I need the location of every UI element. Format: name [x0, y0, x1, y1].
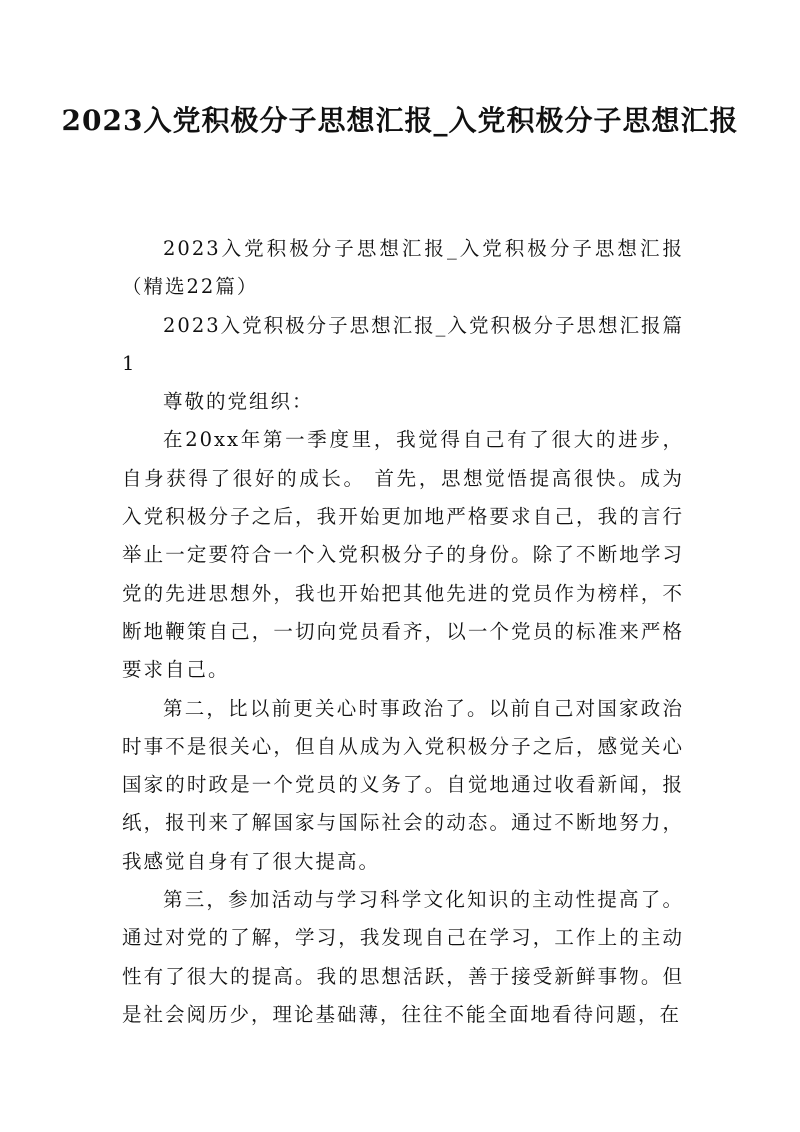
salutation: 尊敬的党组织：	[163, 390, 314, 414]
document-title: 2023入党积极分子思想汇报_入党积极分子思想汇报	[61, 104, 739, 137]
intro-paragraph: 2023入党积极分子思想汇报_入党积极分子思想汇报（精选22篇）	[122, 237, 684, 299]
section-heading: 2023入党积极分子思想汇报_入党积极分子思想汇报篇1	[122, 313, 684, 375]
body-paragraph: 在20xx年第一季度里，我觉得自己有了很大的进步，自身获得了很好的成长。 首先，思想觉悟提高很快。成为入党积极分子之后，我开始更加地严格要求自己，我的言行举止一定要符合一个入党积极分子的身份。除了不断地学习党的先进思想外，我也开始把其他先进的党员作为榜样，不断地鞭策自己，一切向党员看齐，以一个党员的标准来严格要求自己。	[122, 428, 684, 682]
body-paragraph: 第二，比以前更关心时事政治了。以前自己对国家政治时事不是很关心，但自从成为入党积极分子之后，感觉关心国家的时政是一个党员的义务了。自觉地通过收看新闻，报纸，报刊来了解国家与国际社会的动态。通过不断地努力，我感觉自身有了很大提高。	[122, 696, 684, 873]
document-body	[122, 230, 684, 1034]
body-paragraph: 第三，参加活动与学习科学文化知识的主动性提高了。通过对党的了解，学习，我发现自己在学习，工作上的主动性有了很大的提高。我的思想活跃，善于接受新鲜事物。但是社会阅历少，理论基础薄，往往不能全面地看待问题，在	[122, 888, 684, 1026]
